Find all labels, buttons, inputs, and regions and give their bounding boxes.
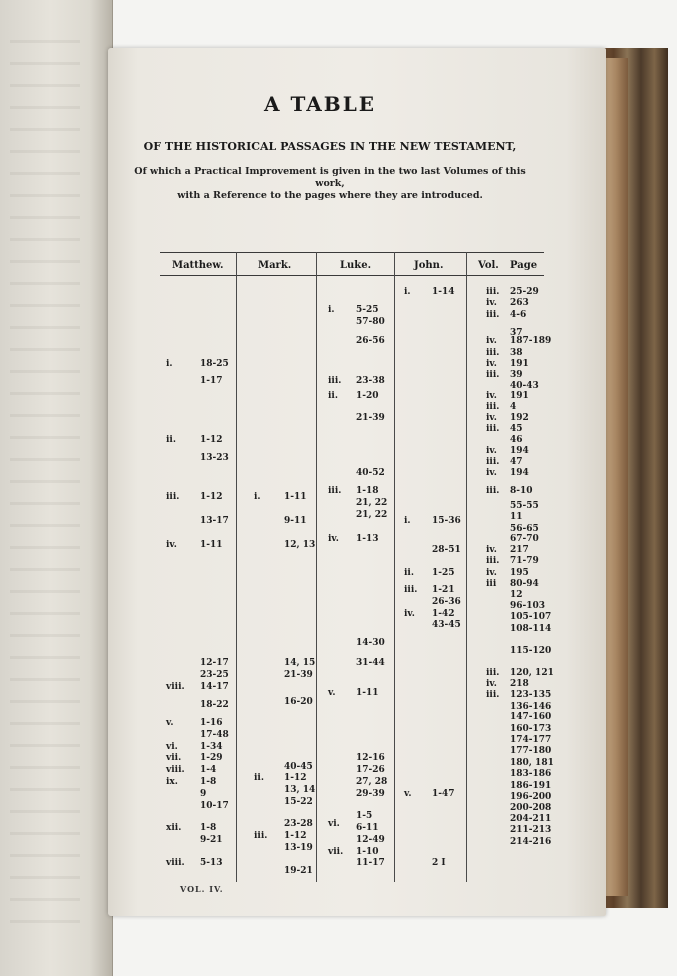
table-cell: 192: [510, 413, 529, 423]
table-cell: 13-23: [200, 453, 229, 463]
table-cell: 26-56: [356, 336, 385, 346]
table-cell: 1-42: [432, 609, 455, 619]
table-cell: 23-38: [356, 376, 385, 386]
table-cell: 37: [510, 328, 523, 338]
table-cell: 1-12: [284, 831, 307, 841]
table-cell: 38: [510, 348, 523, 358]
table-cell: 194: [510, 468, 529, 478]
table-cell: 19-21: [284, 866, 313, 876]
table-cell: 1-47: [432, 789, 455, 799]
table-cell: 18-22: [200, 700, 229, 710]
table-cell: 5-13: [200, 858, 223, 868]
header-matthew: Matthew.: [172, 260, 224, 271]
intro-text: [120, 166, 540, 202]
table-cell: 196-200: [510, 792, 552, 802]
table-cell: ii.: [404, 568, 414, 578]
table-cell: iv.: [486, 679, 497, 689]
table-cell: 1-13: [356, 534, 379, 544]
table-cell: viii.: [166, 765, 185, 775]
table-cell: 13, 14: [284, 785, 316, 795]
table-cell: 115-120: [510, 646, 552, 656]
table-cell: iii.: [486, 486, 500, 496]
table-cell: i.: [328, 305, 335, 315]
table-cell: 1-12: [200, 492, 223, 502]
table-cell: 17-48: [200, 730, 229, 740]
table-cell: 5-25: [356, 305, 379, 315]
table-cell: 1-16: [200, 718, 223, 728]
table-cell: 1-11: [356, 688, 379, 698]
table-cell: 194: [510, 446, 529, 456]
table-cell: 200-208: [510, 803, 552, 813]
table-cell: 57-80: [356, 317, 385, 327]
table-cell: i.: [166, 359, 173, 369]
table-cell: 195: [510, 568, 529, 578]
table-cell: 29-39: [356, 789, 385, 799]
table-cell: 217: [510, 545, 529, 555]
table-cell: 11: [510, 512, 523, 522]
table-cell: 67-70: [510, 534, 539, 544]
table-cell: iv.: [404, 609, 415, 619]
table-cell: 21-39: [356, 413, 385, 423]
table-cell: 4: [510, 402, 517, 412]
table-cell: 186-191: [510, 781, 552, 791]
table-cell: iii.: [486, 348, 500, 358]
table-cell: 21, 22: [356, 498, 388, 508]
table-cell: iii.: [328, 486, 342, 496]
table-cell: 45: [510, 424, 523, 434]
table-cell: iv.: [486, 446, 497, 456]
table-cell: iv.: [486, 359, 497, 369]
table-cell: iii: [486, 579, 497, 589]
table-cell: 40-45: [284, 762, 313, 772]
table-cell: 123-135: [510, 690, 552, 700]
table-cell: 12-49: [356, 835, 385, 845]
table-cell: ii.: [254, 773, 264, 783]
header-page: Page: [510, 260, 538, 271]
table-cell: 14, 15: [284, 658, 316, 668]
table-cell: iii.: [328, 376, 342, 386]
table-cell: iv.: [166, 540, 177, 550]
table-cell: iii.: [486, 402, 500, 412]
table-cell: 147-160: [510, 712, 552, 722]
table-cell: ii.: [328, 391, 338, 401]
table-cell: v.: [166, 718, 174, 728]
column-divider-4: [466, 252, 467, 882]
table-cell: vi.: [328, 819, 340, 829]
table-cell: viii.: [166, 858, 185, 868]
table-cell: iii.: [404, 585, 418, 595]
page-title: A TABLE: [264, 92, 376, 116]
table-cell: v.: [328, 688, 336, 698]
table-cell: 14-17: [200, 682, 229, 692]
table-cell: 1-5: [356, 811, 373, 821]
table-cell: iii.: [486, 690, 500, 700]
table-cell: iii.: [166, 492, 180, 502]
table-cell: 23-25: [200, 670, 229, 680]
table-cell: 1-11: [200, 540, 223, 550]
table-cell: 9-21: [200, 835, 223, 845]
table-cell: 105-107: [510, 612, 552, 622]
table-cell: iv.: [486, 391, 497, 401]
table-cell: 187-189: [510, 336, 552, 346]
table-cell: iii.: [486, 310, 500, 320]
table-cell: 12: [510, 590, 523, 600]
table-cell: 177-180: [510, 746, 552, 756]
table-cell: 8-10: [510, 486, 533, 496]
table-cell: iii.: [254, 831, 268, 841]
table-cell: 1-14: [432, 287, 455, 297]
table-cell: 39: [510, 370, 523, 380]
table-cell: iii.: [486, 556, 500, 566]
table-cell: 1-4: [200, 765, 217, 775]
table-cell: 40-52: [356, 468, 385, 478]
table-cell: 1-17: [200, 376, 223, 386]
table-cell: 16-20: [284, 697, 313, 707]
table-cell: 15-36: [432, 516, 461, 526]
table-cell: ii.: [166, 435, 176, 445]
table-cell: 1-8: [200, 777, 217, 787]
table-cell: 12-16: [356, 753, 385, 763]
table-cell: 21-39: [284, 670, 313, 680]
table-cell: 13-17: [200, 516, 229, 526]
table-cell: 27, 28: [356, 777, 388, 787]
table-cell: 191: [510, 359, 529, 369]
table-cell: iv.: [486, 298, 497, 308]
table-cell: vii.: [328, 847, 344, 857]
table-cell: 2 I: [432, 858, 446, 868]
table-cell: 1-18: [356, 486, 379, 496]
header-rule-bottom: [160, 275, 544, 276]
table-cell: 25-29: [510, 287, 539, 297]
table-cell: vii.: [166, 753, 182, 763]
table-cell: iv.: [328, 534, 339, 544]
table-cell: 218: [510, 679, 529, 689]
table-cell: 10-17: [200, 801, 229, 811]
table-cell: 55-55: [510, 501, 539, 511]
table-cell: viii.: [166, 682, 185, 692]
table-cell: iii.: [486, 287, 500, 297]
header-vol: Vol.: [478, 260, 499, 271]
table-cell: iii.: [486, 424, 500, 434]
table-cell: iv.: [486, 468, 497, 478]
header-rule-top: [160, 252, 544, 253]
table-cell: 12-17: [200, 658, 229, 668]
page-footer: VOL. IV.: [180, 884, 224, 894]
table-cell: i.: [254, 492, 261, 502]
table-cell: 1-25: [432, 568, 455, 578]
header-mark: Mark.: [258, 260, 292, 271]
table-cell: 43-45: [432, 620, 461, 630]
table-cell: iii.: [486, 370, 500, 380]
table-cell: 17-26: [356, 765, 385, 775]
table-cell: 174-177: [510, 735, 552, 745]
table-cell: 1-12: [284, 773, 307, 783]
table-cell: 1-8: [200, 823, 217, 833]
table-cell: 1-10: [356, 847, 379, 857]
table-cell: xii.: [166, 823, 182, 833]
table-cell: 136-146: [510, 702, 552, 712]
table-cell: 263: [510, 298, 529, 308]
table-cell: v.: [404, 789, 412, 799]
table-cell: 191: [510, 391, 529, 401]
column-divider-1: [236, 252, 237, 882]
intro-line-2: with a Reference to the pages where they are introduced.: [177, 190, 483, 201]
header-luke: Luke.: [340, 260, 372, 271]
table-cell: 46: [510, 435, 523, 445]
table-cell: 9: [200, 789, 207, 799]
table-cell: 26-36: [432, 597, 461, 607]
table-cell: iv.: [486, 336, 497, 346]
table-cell: 120, 121: [510, 668, 554, 678]
table-cell: 4-6: [510, 310, 527, 320]
table-cell: 1-29: [200, 753, 223, 763]
table-cell: 160-173: [510, 724, 552, 734]
left-facing-page: [0, 0, 113, 976]
table-cell: iii.: [486, 668, 500, 678]
table-cell: 31-44: [356, 658, 385, 668]
table-cell: vi.: [166, 742, 178, 752]
table-cell: 108-114: [510, 624, 552, 634]
page-subtitle: OF THE HISTORICAL PASSAGES IN THE NEW TESTAMENT,: [143, 140, 517, 153]
column-divider-3: [394, 252, 395, 882]
table-cell: 180, 181: [510, 758, 554, 768]
table-cell: 18-25: [200, 359, 229, 369]
table-cell: iv.: [486, 413, 497, 423]
table-cell: 40-43: [510, 381, 539, 391]
table-cell: iii.: [486, 457, 500, 467]
table-cell: 1-20: [356, 391, 379, 401]
table-cell: 15-22: [284, 797, 313, 807]
table-cell: 211-213: [510, 825, 552, 835]
column-divider-2: [316, 252, 317, 882]
table-cell: 1-12: [200, 435, 223, 445]
table-cell: 71-79: [510, 556, 539, 566]
table-cell: 12, 13: [284, 540, 316, 550]
table-cell: 1-34: [200, 742, 223, 752]
table-cell: iv.: [486, 568, 497, 578]
table-cell: 183-186: [510, 769, 552, 779]
table-cell: 11-17: [356, 858, 385, 868]
table-cell: 47: [510, 457, 523, 467]
table-cell: 56-65: [510, 524, 539, 534]
table-cell: 13-19: [284, 843, 313, 853]
table-cell: 1-11: [284, 492, 307, 502]
table-cell: 6-11: [356, 823, 379, 833]
table-cell: 9-11: [284, 516, 307, 526]
table-cell: 23-28: [284, 819, 313, 829]
table-cell: i.: [404, 516, 411, 526]
intro-line-1: Of which a Practical Improvement is given in the two last Volumes of this work,: [134, 166, 526, 189]
table-cell: 214-216: [510, 837, 552, 847]
table-cell: ix.: [166, 777, 178, 787]
table-cell: 1-21: [432, 585, 455, 595]
header-john: John.: [414, 260, 444, 271]
table-cell: iv.: [486, 545, 497, 555]
table-cell: 14-30: [356, 638, 385, 648]
table-cell: 96-103: [510, 601, 546, 611]
table-cell: 21, 22: [356, 510, 388, 520]
table-cell: 80-94: [510, 579, 539, 589]
table-cell: i.: [404, 287, 411, 297]
table-cell: 28-51: [432, 545, 461, 555]
table-cell: 204-211: [510, 814, 552, 824]
